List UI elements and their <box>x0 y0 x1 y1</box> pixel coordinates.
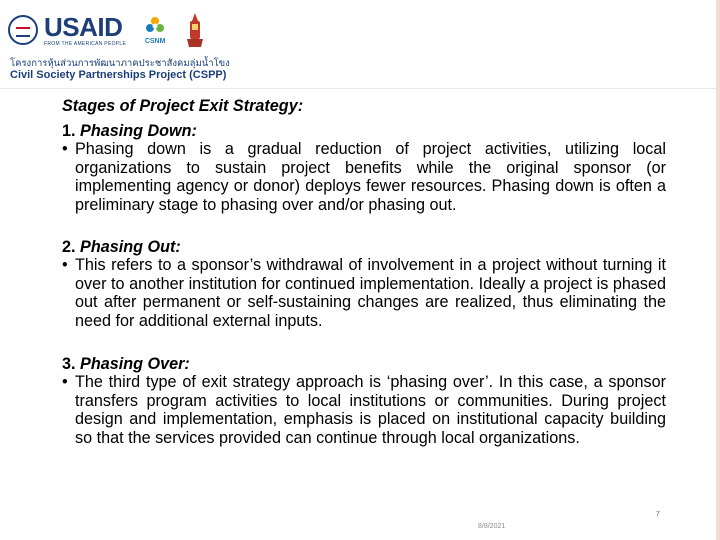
section-number: 2. <box>62 237 76 256</box>
thai-project-title: โครงการหุ้นส่วนการพัฒนาภาคประชาสังคมลุ่มน้ำโขง <box>10 58 230 69</box>
csmm-logo <box>144 15 166 45</box>
page-number: 7 <box>656 511 660 518</box>
usaid-seal-icon <box>8 15 38 45</box>
section-heading <box>62 355 666 374</box>
section-phasing-down <box>62 122 666 215</box>
section-heading <box>62 122 666 141</box>
usaid-logo-text: USAID <box>44 11 123 42</box>
csmm-flower-icon <box>144 15 166 37</box>
bullet-text: • Phasing down is a gradual reduction of project activities, utilizing local organizations to sustain project benefits while the original sponsor (or implementing agency or donor) deploys fewer resources. Phasing down is often a preliminary stage to phasing over and/or phasing out. <box>62 140 666 214</box>
bullet-text: • The third type of exit strategy approach is ‘phasing over’. In this case, a sponsor transfers program activities to local institutions or communities. During project design and implementation, emphasis is placed on institutional capacity building so that the services provided can continue through local organizations. <box>62 373 666 447</box>
section-phasing-over <box>62 355 666 448</box>
accent-bar <box>716 0 720 540</box>
section-title: Phasing Down: <box>80 121 197 140</box>
section-heading <box>62 238 666 257</box>
project-name: Civil Society Partnerships Project (CSPP) <box>10 69 227 81</box>
usaid-logo <box>44 11 127 47</box>
slide-body <box>62 97 666 448</box>
slide-header <box>0 0 720 92</box>
section-title: Phasing Over: <box>80 354 190 373</box>
slide-title: Stages of Project Exit Strategy: <box>62 97 304 115</box>
slide-date: 8/8/2021 <box>478 523 506 530</box>
csmm-logo-text: CSNM <box>144 38 166 45</box>
header-divider <box>0 88 720 89</box>
university-seal-icon <box>184 12 206 48</box>
logo-strip <box>8 8 206 52</box>
bullet-text: • This refers to a sponsor’s withdrawal of involvement in a project without turning it over to another institution for continued implementation. Ideally a project is phased out after permanent or self-sustaining changes are realized, thus eliminating the need for additional external inputs. <box>62 256 666 330</box>
usaid-tagline: FROM THE AMERICAN PEOPLE <box>44 40 127 47</box>
section-phasing-out <box>62 238 666 331</box>
section-number: 1. <box>62 121 76 140</box>
section-title: Phasing Out: <box>80 237 181 256</box>
section-number: 3. <box>62 354 76 373</box>
